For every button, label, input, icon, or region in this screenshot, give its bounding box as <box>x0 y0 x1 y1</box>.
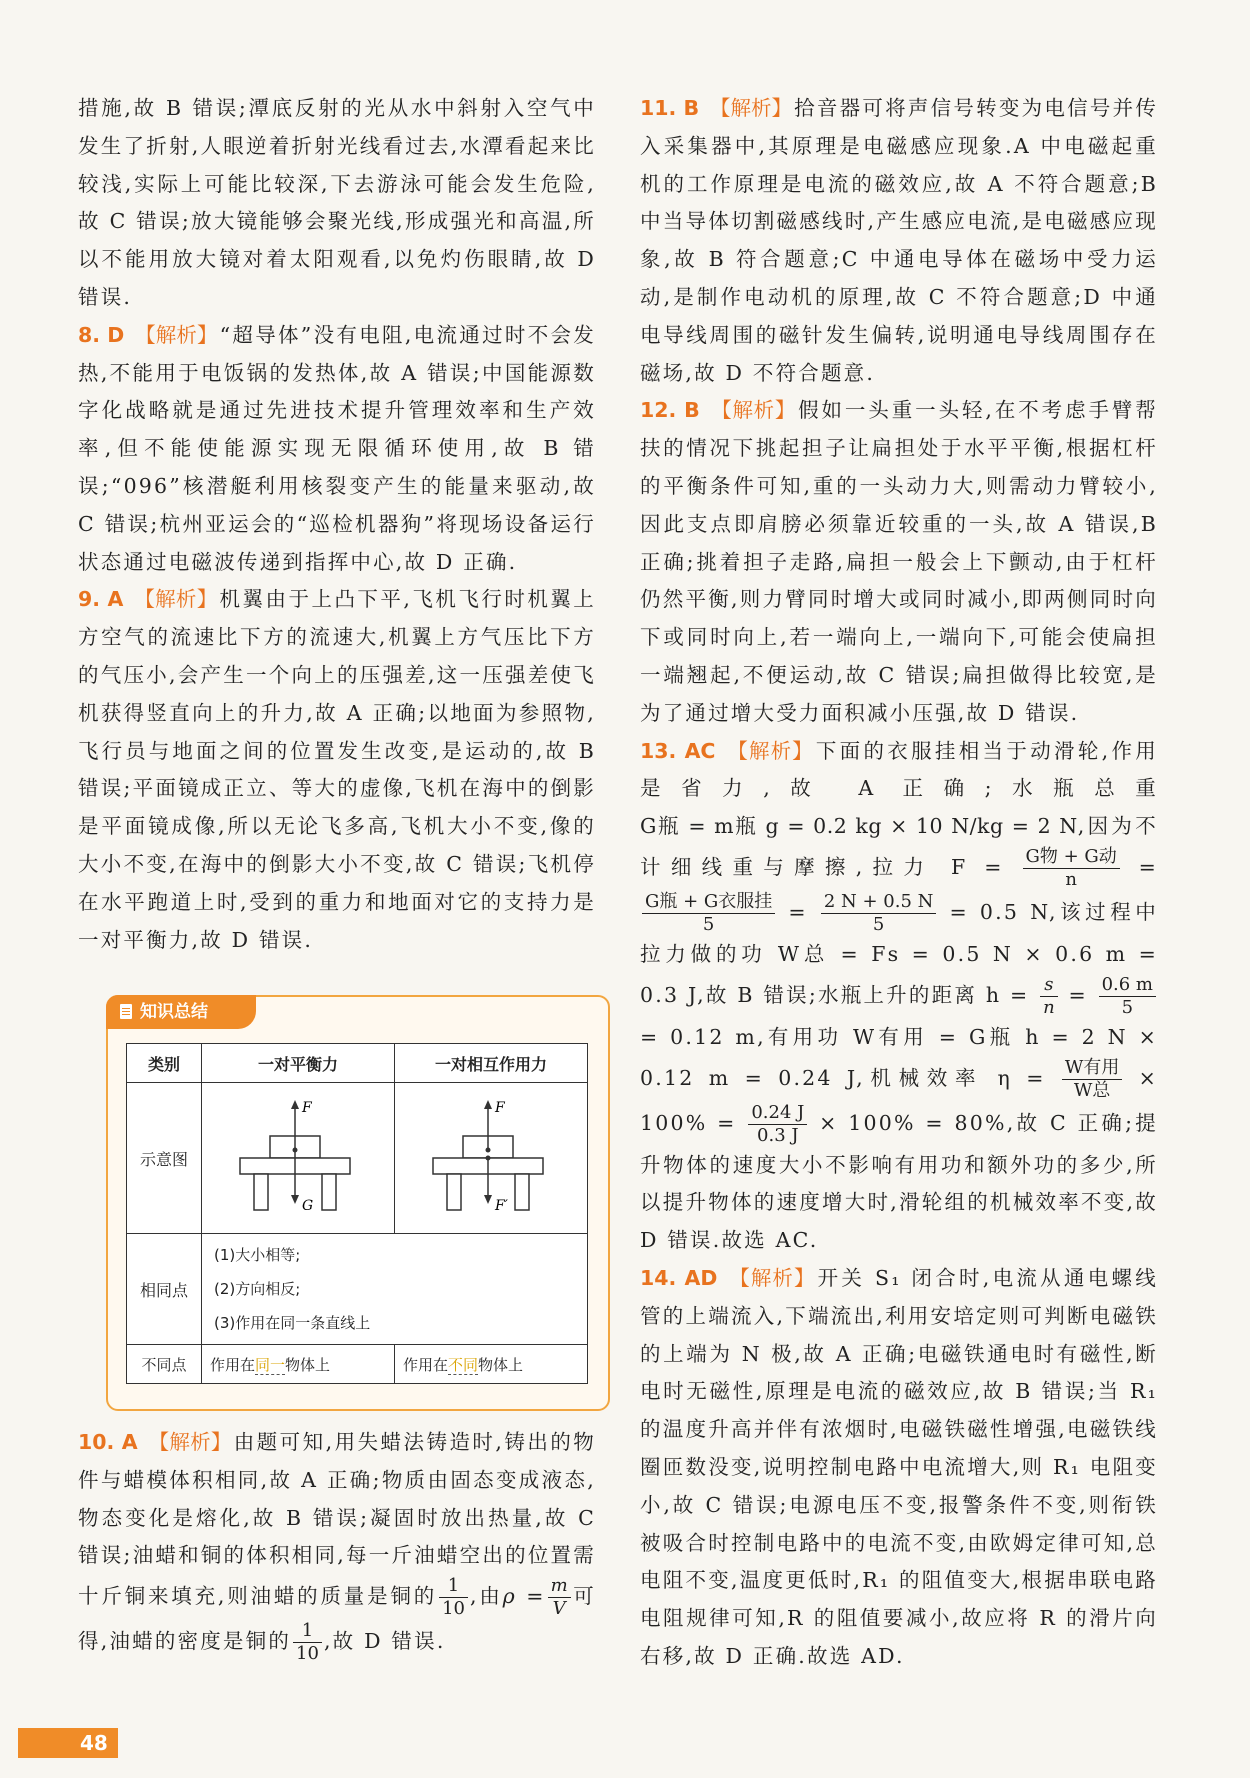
interaction-force-diagram <box>411 1088 571 1228</box>
q14-item <box>640 1260 1158 1676</box>
q10-text-1: 由题可知,用失蜡法铸造时,铸出的物件与蜡模体积相同,故 A 正确;物质由固态变成液态,物态变化是熔化,故 B 错误;凝固时放出热量,故 C 错误;油蜡和铜的体积相同,每一斤油蜡空出的位置需十斤铜来填充,则油蜡的质量是铜的 <box>78 1430 596 1609</box>
q13-text-6: × 100% = 80%,故 C 正确;提升物体的速度大小不影响有用功和额外功的多少,所以提升物体的速度增大时,滑轮组的机械效率不变,故 D 错误.故选 AC. <box>640 1110 1159 1253</box>
fraction-one-tenth <box>293 1620 322 1665</box>
row-same-label: 相同点 <box>127 1234 202 1345</box>
fraction-denominator: 5 <box>702 913 715 935</box>
q13-text-1: 下面的衣服挂相当于动滑轮,作用是省力,故 A 正确;水瓶总重 <box>640 738 1159 801</box>
q10-text-3: 可得,油蜡的密度是铜的 <box>78 1584 597 1654</box>
left-column <box>78 90 596 959</box>
fraction-denominator: 5 <box>872 913 885 935</box>
analysis-tag: 【解析】 <box>711 398 797 423</box>
diff-balance-highlight: 同一 <box>255 1355 286 1374</box>
q7-text: 措施,故 B 错误;潭底反射的光从水中斜射入空气中发生了折射,人眼逆着折射光线看过去,水潭看起来比较浅,实际上可能比较深,下去游泳可能会发生危险,故 C 错误;放大镜能够会聚光线,形成强光和高温,所以不能用放大镜对着太阳观看,以免灼伤眼睛,故 D 错误. <box>78 96 596 309</box>
fraction-numerator: m <box>548 1575 571 1598</box>
q10-text-4: ,故 D 错误. <box>323 1629 446 1654</box>
diff-balance-cell <box>202 1345 395 1384</box>
q13-text-2: ,因为不计细线重与摩擦,拉力 F = <box>640 814 1158 879</box>
summary-header <box>106 995 256 1029</box>
header-category: 类别 <box>127 1044 202 1083</box>
q13-item: 13. AC 【解析】下面的衣服挂相当于动滑轮,作用是省力,故 A 正确;水瓶总重 G瓶 = m瓶 g = 0.2 kg × 10 N/kg = 2 N,因为不计细线重与摩擦,拉力 F = $\frac{\text{G物 + G动}}{n}$ = $\frac{\text{G瓶 + G衣服挂}}{5}$ = $\frac{2 N + 0.5 N}{5}$ = 0.5 N,该过程中拉力做的功 W总 = Fs = 0.5 N × 0.6 m = 0.3 J,故 B 错误;水瓶上升的距离 h = $\frac{s}{n}$ = $\frac{0.6 m}{5}$ = 0.12 m,有用功 W有用 = G瓶 h = 2 N × 0.12 m = 0.24 J,机械效率 η = $\frac{\text{W有用}}{\text{W总}}$ × 100% = $\frac{0.24 J}{0.3 J}$ × 100% = 80%,故 C 正确;提升物体的速度大小不影响有用功和额外功的多少,所以提升物体的速度增大时,滑轮组的机械效率不变,故 D 错误.故选 AC. <box>640 738 1159 1253</box>
q10-number: 10. A <box>78 1430 138 1454</box>
fraction-numerator: 1 <box>439 1575 468 1598</box>
q14-number: 14. AD <box>640 1265 718 1290</box>
balance-diagram-cell <box>202 1083 395 1234</box>
fraction-denominator: 5 <box>1121 996 1134 1018</box>
page-number: 48 <box>80 1731 108 1755</box>
q9-text: 机翼由于上凸下平,飞机飞行时机翼上方空气的流速比下方的流速大,机翼上方气压比下方的气压小,会产生一个向上的压强差,这一压强差使飞机获得竖直向上的升力,故 A 正确;以地面为参照物,飞行员与地面之间的位置发生改变,是运动的,故 B 错误;平面镜成正立、等大的虚像,飞机在海中的倒影是平面镜成像,所以无论飞多高,飞机大小不变,像的大小不变,在海中的倒影大小不变,故 C 错误;飞机停在水平跑道上时,受到的重力和地面对它的支持力是一对平衡力,故 D 错误. <box>78 587 597 952</box>
summary-title: 知识总结 <box>140 1002 208 1022</box>
q7-continuation <box>78 90 596 317</box>
q13-text-5: × 100% = <box>640 1065 1158 1135</box>
q12-number: 12. B <box>640 398 700 423</box>
fraction-denominator: n <box>1043 996 1055 1018</box>
same-point-3: (3)作用在同一条直线上 <box>214 1314 371 1332</box>
same-point-1: (1)大小相等; <box>214 1246 301 1264</box>
analysis-tag: 【解析】 <box>709 96 793 120</box>
force-label-g: G <box>302 1198 314 1214</box>
fraction-numerator: s <box>1040 974 1058 997</box>
q9-item <box>78 581 596 959</box>
fraction-numerator: 0.24 J <box>748 1102 807 1125</box>
q8-text: “超导体”没有电阻,电流通过时不会发热,不能用于电饭锅的发热体,故 A 错误;中国能源数字化战略就是通过先进技术提升管理效率和生产效率,但不能使能源实现无限循环使用,故 B 错误;“096”核潜艇利用核裂变产生的能量来驱动,故 C 错误;杭州亚运会的“巡检机器狗”将现场设备运行状态通过电磁波传递到指挥中心,故 D 正确. <box>78 322 597 574</box>
analysis-tag: 【解析】 <box>135 322 218 347</box>
force-comparison-table <box>126 1043 588 1384</box>
q11-text: 拾音器可将声信号转变为电信号并传入采集器中,其原理是电磁感应现象.A 中电磁起重机的工作原理是电流的磁效应,故 A 不符合题意;B 中当导体切割磁感线时,产生感应电流,是电磁感应现象,故 B 符合题意;C 中通电导体在磁场中受力运动,是制作电动机的原理,故 C 不符合题意;D 中通电导线周围的磁针发生偏转,说明通电导线周围存在磁场,故 D 不符合题意. <box>640 96 1159 385</box>
fraction-efficiency-2 <box>748 1102 807 1147</box>
fraction-force-1 <box>1023 846 1120 891</box>
analysis-tag: 【解析】 <box>729 1265 816 1290</box>
interaction-diagram-cell <box>395 1083 588 1234</box>
q8-item <box>78 317 596 582</box>
fraction-height-1 <box>1040 974 1058 1019</box>
fraction-denominator: n <box>1065 868 1077 890</box>
analysis-tag: 【解析】 <box>148 1430 232 1454</box>
force-label-f: F <box>302 1100 312 1116</box>
q13-number: 13. AC <box>640 738 716 763</box>
right-column <box>640 90 1158 1676</box>
diff-inter-highlight: 不同 <box>448 1355 479 1374</box>
q8-number: 8. D <box>78 322 125 347</box>
fraction-numerator: G物 + G动 <box>1023 846 1120 869</box>
diff-interaction-cell <box>395 1345 588 1384</box>
fraction-denominator: W总 <box>1073 1079 1111 1101</box>
fraction-numerator: W有用 <box>1062 1057 1123 1080</box>
q13-weight-equation: G瓶 = m瓶 g = 0.2 kg × 10 N/kg = 2 N <box>640 814 1078 839</box>
fraction-numerator: 2 N + 0.5 N <box>821 891 937 914</box>
diff-balance-post: 物体上 <box>285 1355 331 1374</box>
fraction-m-over-v <box>548 1575 571 1620</box>
diff-balance-pre: 作用在 <box>210 1355 256 1374</box>
header-interaction: 一对相互作用力 <box>395 1044 588 1083</box>
q13-text-3: = 0.5 N,该过程中拉力做的功 W总 = Fs = 0.5 N × 0.6 m = 0.3 J,故 B 错误;水瓶上升的距离 h = <box>640 899 1159 1007</box>
balance-force-diagram <box>218 1088 378 1228</box>
fraction-denominator: 0.3 J <box>757 1124 799 1146</box>
fraction-force-2 <box>642 891 775 936</box>
fraction-denominator: 10 <box>442 1598 465 1620</box>
header-balance: 一对平衡力 <box>202 1044 395 1083</box>
fraction-numerator: 0.6 m <box>1099 974 1156 997</box>
q10-text-2: ,由 <box>469 1584 503 1609</box>
q11-item <box>640 90 1158 392</box>
fraction-efficiency-1 <box>1062 1057 1123 1102</box>
page-number-badge <box>18 1728 118 1758</box>
q12-item <box>640 392 1158 732</box>
diff-inter-pre: 作用在 <box>403 1355 449 1374</box>
q11-number: 11. B <box>640 96 700 120</box>
force-label-f-prime: F′ <box>495 1198 508 1214</box>
q13-text-4: = 0.12 m,有用功 W有用 = G瓶 h = 2 N × 0.12 m = 0.24 J,机械效率 η = <box>640 1024 1158 1090</box>
same-point-2: (2)方向相反; <box>214 1280 301 1298</box>
analysis-tag: 【解析】 <box>134 587 218 612</box>
q12-text: 假如一头重一头轻,在不考虑手臂帮扶的情况下挑起担子让扁担处于水平平衡,根据杠杆的平衡条件可知,重的一头动力大,则需动力臂较小,因此支点即肩膀必须靠近较重的一头,故 A 错误,B 正确;挑着担子走路,扁担一般会上下颤动,由于杠杆仍然平衡,则力臂同时增大或同时减小,即两侧同时向下或同时向上,若一端向上,一端向下,可能会使扁担一端翘起,不便运动,故 C 错误;扁担做得比较宽,是为了通过增大受力面积减小压强,故 D 错误. <box>640 398 1159 725</box>
left-column-bottom <box>78 1424 596 1665</box>
force-label-f: F <box>495 1100 505 1116</box>
knowledge-summary-box <box>106 995 610 1411</box>
row-diagram-label: 示意图 <box>127 1083 202 1234</box>
fraction-one-tenth <box>439 1575 468 1620</box>
q9-number: 9. A <box>78 587 124 612</box>
fraction-force-3 <box>821 891 937 936</box>
rho-symbol: ρ = <box>502 1584 546 1609</box>
fraction-numerator: G瓶 + G衣服挂 <box>642 891 775 914</box>
row-diff-label: 不同点 <box>127 1345 202 1384</box>
fraction-denominator: V <box>552 1598 566 1620</box>
fraction-numerator: 1 <box>293 1620 322 1643</box>
fraction-denominator: 10 <box>296 1643 319 1665</box>
diff-inter-post: 物体上 <box>478 1355 524 1374</box>
document-icon <box>120 1004 132 1019</box>
same-points-cell <box>202 1234 588 1345</box>
fraction-height-2 <box>1099 974 1156 1019</box>
q10-item <box>78 1424 596 1665</box>
q14-text: 开关 S₁ 闭合时,电流从通电螺线管的上端流入,下端流出,利用安培定则可判断电磁铁的上端为 N 极,故 A 正确;电磁铁通电时有磁性,断电时无磁性,原理是电流的磁效应,故 B 错误;当 R₁ 的温度升高并伴有浓烟时,电磁铁磁性增强,电磁铁线圈匝数没变,说明控制电路中电流增大,则 R₁ 电阻变小,故 C 错误;电源电压不变,报警条件不变,则衔铁被吸合时控制电路中的电流不变,由欧姆定律可知,总电阻不变,温度更低时,R₁ 的阻值变大,根据串联电路电阻规律可知,R 的阻值要减小,故应将 R 的滑片向右移,故 D 正确.故选 AD. <box>640 1265 1158 1668</box>
analysis-tag: 【解析】 <box>727 738 814 763</box>
